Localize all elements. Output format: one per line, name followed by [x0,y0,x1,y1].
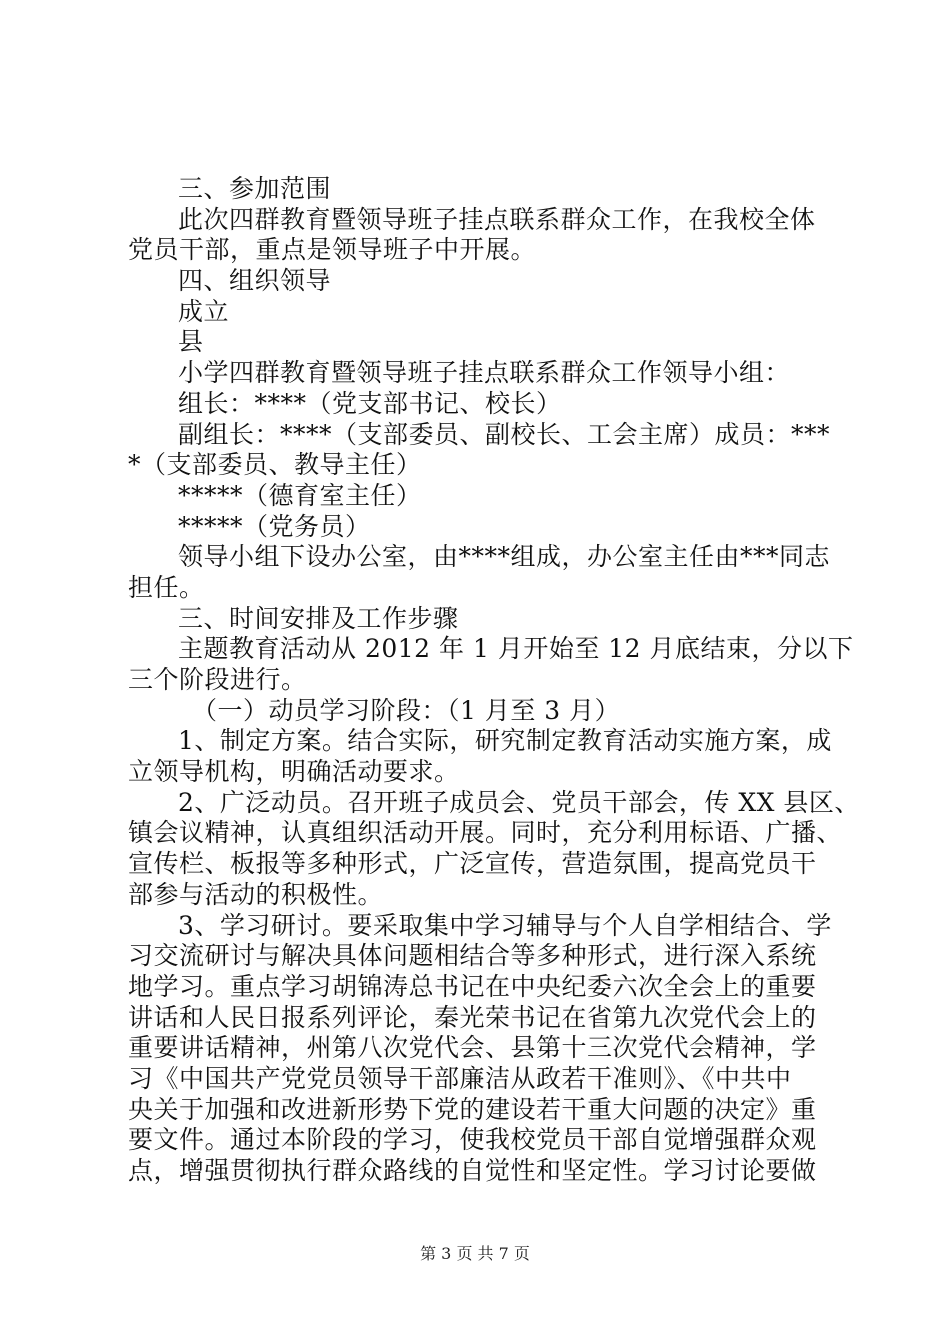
paragraph-line: 习《中国共产党党员领导干部廉洁从政若干准则》、《中共中 [128,1063,792,1093]
paragraph-line: 1、制定方案。结合实际，研究制定教育活动实施方案，成 [178,726,832,756]
paragraph-line: 主题教育活动从 2012 年 1 月开始至 12 月底结束，分以下 [178,634,854,664]
paragraph-line: *****（党务员） [178,511,371,541]
paragraph-line: 党员干部，重点是领导班子中开展。 [128,235,537,265]
paragraph-line: 小学四群教育暨领导班子挂点联系群众工作领导小组： [178,358,791,388]
paragraph-line: 讲话和人民日报系列评论，秦光荣书记在省第九次党代会上的 [128,1002,817,1032]
paragraph-line: 领导小组下设办公室，由****组成，办公室主任由***同志 [178,542,831,572]
paragraph-line: 三个阶段进行。 [128,665,307,694]
paragraph-line: 副组长：****（支部委员、副校长、工会主席）成员：*** [178,419,831,449]
document-body [128,174,860,1187]
paragraph-line: 立领导机构，明确活动要求。 [128,757,460,787]
paragraph-line: 点，增强贯彻执行群众路线的自觉性和坚定性。学习讨论要做 [128,1156,817,1185]
paragraph-line: 习交流研讨与解决具体问题相结合等多种形式，进行深入系统 [128,941,817,971]
paragraph-line: 镇会议精神，认真组织活动开展。同时，充分利用标语、广播、 [128,818,843,848]
paragraph-line: 此次四群教育暨领导班子挂点联系群众工作，在我校全体 [178,204,816,234]
paragraph-line: 县 [178,327,204,357]
subsection-heading: （一）动员学习阶段：（1 月至 3 月） [192,695,621,725]
paragraph-line: 央关于加强和改进新形势下党的建设若干重大问题的决定》重 [128,1094,817,1124]
paragraph-line: 地学习。重点学习胡锦涛总书记在中央纪委六次全会上的重要 [128,971,817,1001]
section-heading: 四、组织领导 [178,266,332,296]
paragraph-line: *****（德育室主任） [178,480,422,510]
section-heading: 三、时间安排及工作步骤 [178,603,459,633]
paragraph-line: 部参与活动的积极性。 [128,879,384,909]
paragraph-line: 重要讲话精神，州第八次党代会、县第十三次党代会精神，学 [128,1033,817,1063]
paragraph-line: 组长：****（党支部书记、校长） [178,388,562,418]
paragraph-line: 要文件。通过本阶段的学习，使我校党员干部自觉增强群众观 [128,1125,817,1155]
page-number-footer: 第 3 页 共 7 页 [420,1244,530,1263]
paragraph-line: 宣传栏、板报等多种形式，广泛宣传，营造氛围，提高党员干 [128,849,817,879]
paragraph-line: 担任。 [128,572,205,602]
section-heading: 三、参加范围 [178,174,332,203]
paragraph-line: 2、广泛动员。召开班子成员会、党员干部会，传 XX 县区、 [178,787,860,817]
paragraph-line: 成立 [178,296,230,326]
paragraph-line: 3、学习研讨。要采取集中学习辅导与个人自学相结合、学 [178,910,832,940]
paragraph-line: *（支部委员、教导主任） [128,450,422,480]
